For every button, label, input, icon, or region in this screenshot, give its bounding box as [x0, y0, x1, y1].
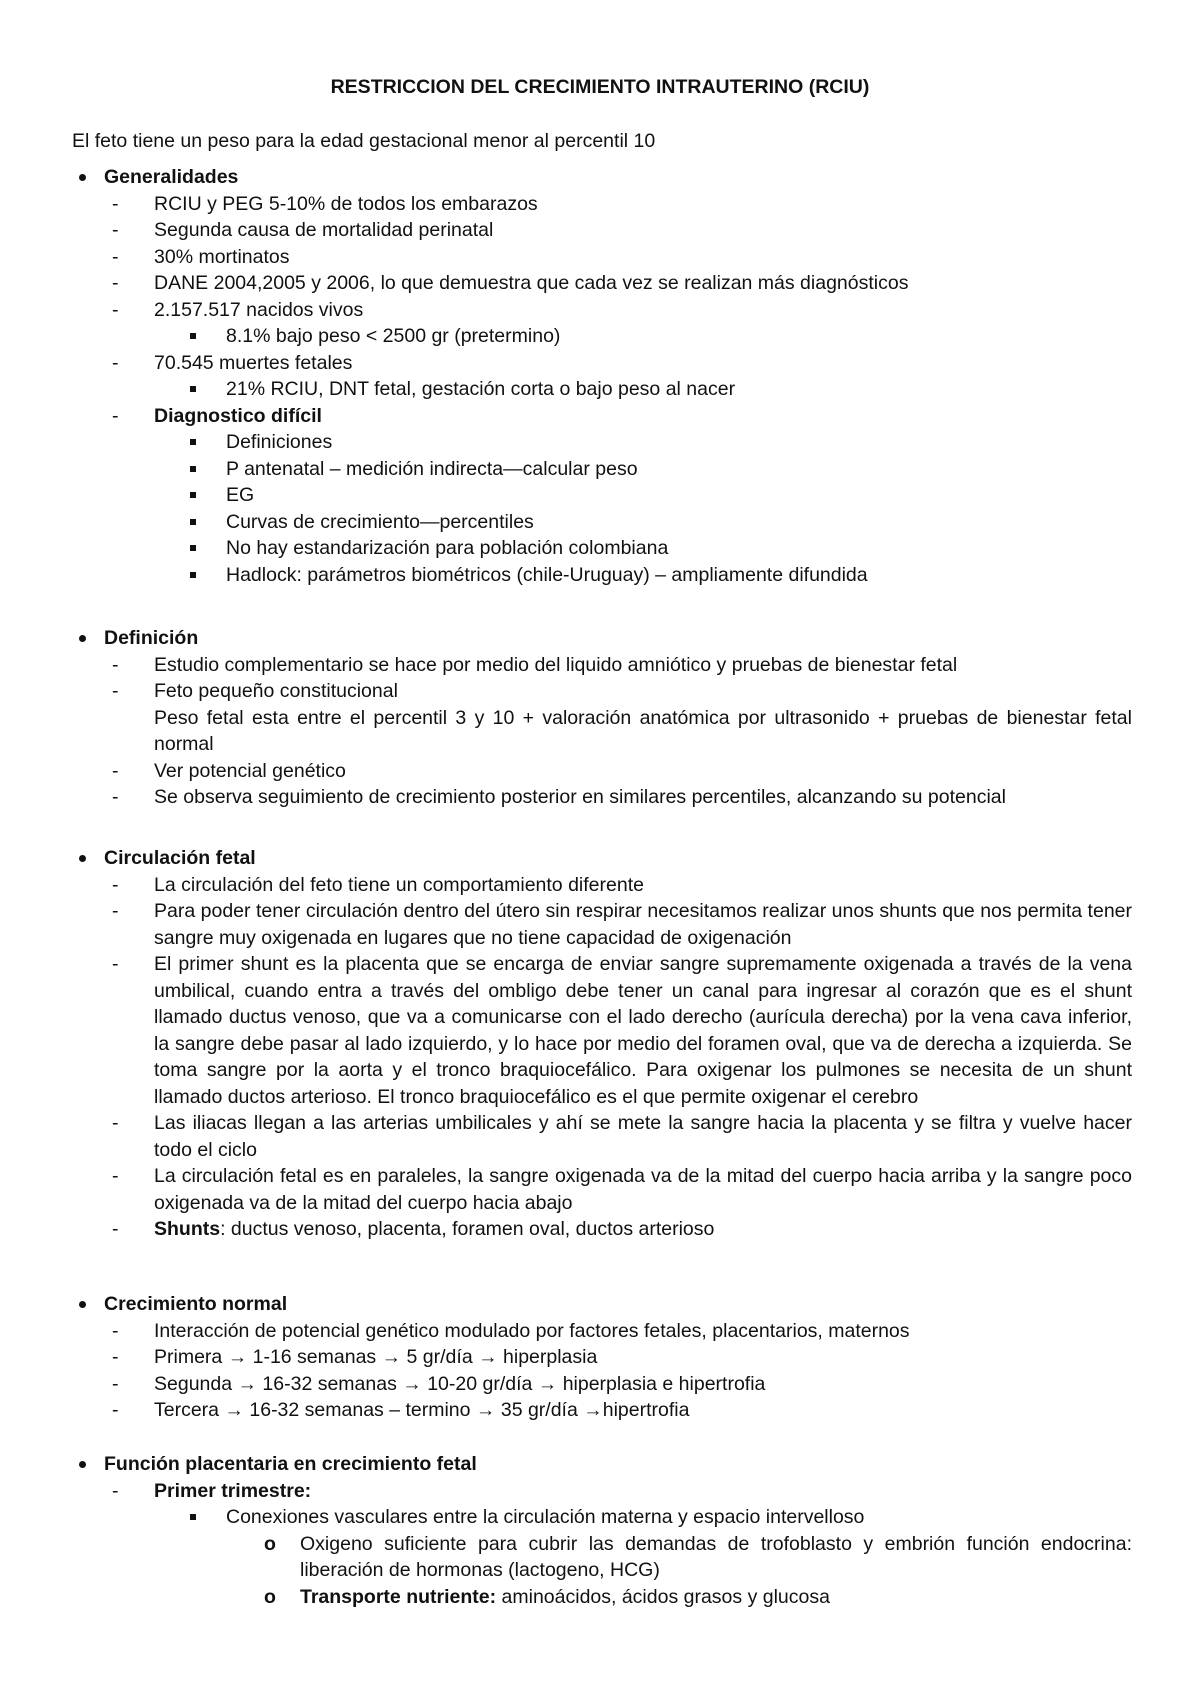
list-item: - Segunda → 16-32 semanas → 10-20 gr/día → hiperplasia e hipertrofia — [112, 1372, 766, 1395]
section-heading: Circulación fetal — [72, 845, 1132, 872]
list-item: - Shunts: ductus venoso, placenta, foramen oval, ductos arterioso — [112, 1218, 715, 1240]
list-item: - La circulación fetal es en paraleles, la sangre oxigenada va de la mitad del cuerpo hacia arriba y la sangre poco oxigenada va de la mitad del cuerpo hacia abajo — [112, 1165, 1132, 1214]
square-bullet-icon — [190, 466, 196, 472]
list-item: - 70.545 muertes fetales — [112, 351, 353, 374]
square-bullet-icon — [190, 519, 196, 525]
square-bullet-icon — [190, 545, 196, 551]
list-item: - RCIU y PEG 5-10% de todos los embarazos — [112, 192, 538, 215]
list-item: - 30% mortinatos — [112, 245, 290, 268]
section-funcion-placentaria — [72, 1451, 1132, 1610]
sub-item: 21% RCIU, DNT fetal, gestación corta o bajo peso al nacer — [72, 376, 1132, 403]
list-item: - Tercera → 16-32 semanas – termino → 35 gr/día →hipertrofia — [112, 1399, 690, 1421]
document-title: RESTRICCION DEL CRECIMIENTO INTRAUTERINO (RCIU) — [330, 76, 870, 98]
arrow-icon: → — [475, 1399, 496, 1421]
list-item: - Feto pequeño constitucional — [112, 680, 398, 702]
list-item: - DANE 2004,2005 y 2006, lo que demuestra que cada vez se realizan más diagnósticos — [112, 272, 909, 294]
arrow-icon: → — [478, 1346, 498, 1368]
section-generalidades — [72, 164, 1132, 588]
sub-item: P antenatal – medición indirecta—calcular peso — [72, 456, 1132, 483]
sub-item: No hay estandarización para población colombiana — [72, 535, 1132, 562]
square-bullet-icon — [190, 386, 196, 392]
arrow-icon: → — [237, 1372, 257, 1395]
list-item: - Se observa seguimiento de crecimiento posterior en similares percentiles, alcanzando su potencial — [112, 786, 1006, 808]
square-bullet-icon — [190, 333, 196, 339]
square-bullet-icon — [190, 572, 196, 578]
list-item: - Interacción de potencial genético modulado por factores fetales, placentarios, maternos — [112, 1319, 910, 1342]
square-bullet-icon — [190, 1514, 196, 1520]
list-item: - Las iliacas llegan a las arterias umbilicales y ahí se mete la sangre hacia la placenta y se filtra y vuelve hacer todo el ciclo — [112, 1112, 1132, 1161]
list-item: - Diagnostico difícil — [112, 404, 322, 427]
list-item: - Segunda causa de mortalidad perinatal — [112, 219, 494, 241]
list-item: - Para poder tener circulación dentro del útero sin respirar necesitamos realizar unos shunts que nos permita tener sangre muy oxigenada en lugares que no tiene capacidad de oxigenación — [112, 900, 1132, 949]
circle-bullet-icon: o — [264, 1532, 276, 1555]
sub-sub-item: o Oxigeno suficiente para cubrir las demandas de trofoblasto y embrión función endocrina: liberación de hormonas (lactogeno, HCG) — [264, 1532, 1132, 1581]
arrow-icon: → — [537, 1372, 558, 1395]
arrow-icon: → — [583, 1399, 603, 1421]
section-heading: Función placentaria en crecimiento fetal — [72, 1451, 1132, 1478]
list-item: - Ver potencial genético — [112, 759, 346, 782]
section-crecimiento — [72, 1291, 1132, 1424]
list-item: - Primer trimestre: — [112, 1479, 312, 1502]
section-heading: Crecimiento normal — [72, 1291, 1132, 1318]
circle-bullet-icon: o — [264, 1585, 276, 1608]
arrow-icon: → — [224, 1399, 244, 1421]
sub-sub-item: o Transporte nutriente: aminoácidos, ácidos grasos y glucosa — [72, 1584, 1132, 1611]
section-heading: Generalidades — [72, 164, 1132, 191]
intro-text: El feto tiene un peso para la edad gestacional menor al percentil 10 — [72, 130, 656, 152]
continuation-text: Peso fetal esta entre el percentil 3 y 10 + valoración anatómica por ultrasonido + pruebas de bienestar fetal normal — [154, 706, 1132, 755]
bullet-icon — [79, 1461, 86, 1468]
arrow-icon: → — [381, 1346, 402, 1368]
sub-item: Definiciones — [72, 429, 1132, 456]
square-bullet-icon — [190, 439, 196, 445]
section-heading: Definición — [72, 625, 1132, 652]
list-item: - La circulación del feto tiene un comportamiento diferente — [112, 873, 644, 896]
list-item: - Estudio complementario se hace por medio del liquido amniótico y pruebas de bienestar fetal — [112, 653, 958, 676]
list-item: - Primera → 1-16 semanas → 5 gr/día → hiperplasia — [112, 1346, 598, 1368]
arrow-icon: → — [227, 1346, 248, 1368]
bullet-icon — [79, 1301, 86, 1308]
sub-item: 8.1% bajo peso < 2500 gr (pretermino) — [72, 323, 1132, 350]
section-circulacion — [72, 845, 1132, 1243]
bullet-icon — [79, 855, 86, 862]
sub-item: Hadlock: parámetros biométricos (chile-Uruguay) – ampliamente difundida — [72, 562, 1132, 589]
bullet-icon — [79, 635, 86, 642]
section-definicion — [72, 625, 1132, 811]
bullet-icon — [79, 174, 86, 181]
sub-item: EG — [72, 482, 1132, 509]
sub-item: Conexiones vasculares entre la circulación materna y espacio intervelloso — [72, 1504, 1132, 1531]
list-item: - El primer shunt es la placenta que se encarga de enviar sangre supremamente oxigenada a través de la vena umbilical, cuando entra a través del ombligo debe tener un canal para ingresar al corazón que es el shunt llamado ductus venoso, que va a comunicarse con el lado derecho (aurícula derecha) por la vena cava inferior, la sangre debe pasar al lado izquierdo, y lo hace por medio del foramen oval, que va de derecha a izquierda. Se toma sangre por la aorta y el tronco braquiocefálico. Para oxigenar los pulmones se necesita de un shunt llamado ductos arterioso. El tronco braquiocefálico es el que permite oxigenar el cerebro — [112, 953, 1132, 1108]
sub-item: Curvas de crecimiento—percentiles — [72, 509, 1132, 536]
list-item: - 2.157.517 nacidos vivos — [112, 298, 364, 321]
square-bullet-icon — [190, 492, 196, 498]
arrow-icon: → — [402, 1372, 422, 1395]
